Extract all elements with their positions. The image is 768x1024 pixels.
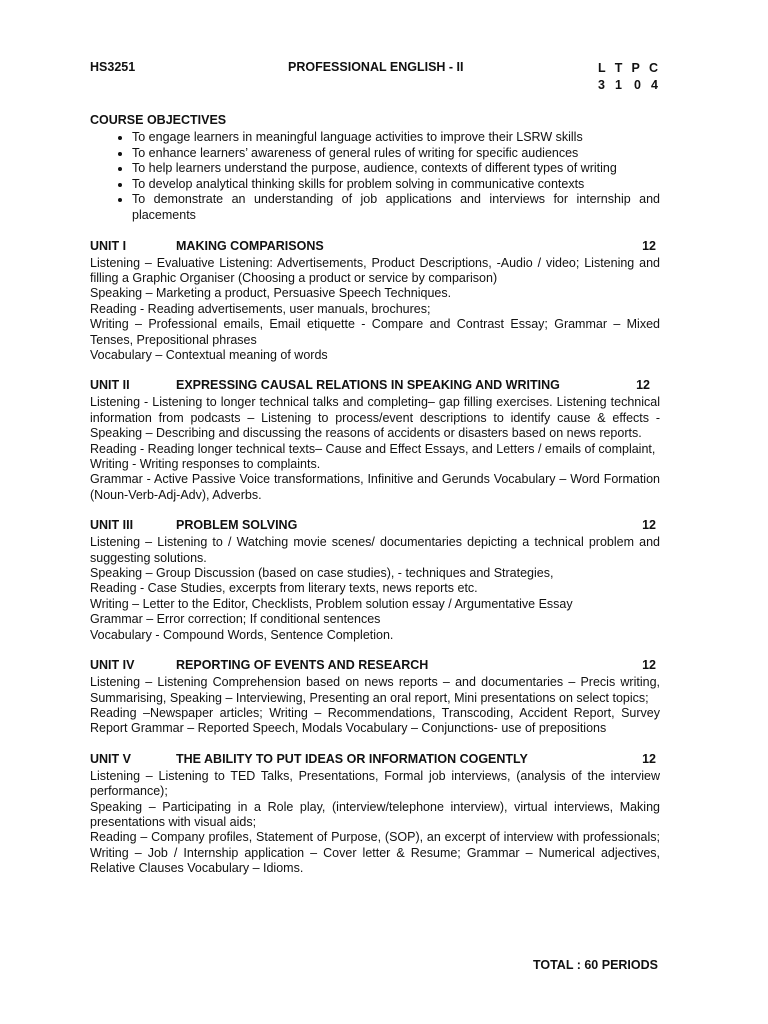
unit-line: Reading – Company profiles, Statement of Purpose, (SOP), an excerpt of interview with professionals; Writing – Job / Internship application – Cover letter & Resume; Grammar – Numerical adjectives, Relative Clauses Vocabulary – Idioms. [90,830,660,876]
unit-number: UNIT IV [90,658,135,673]
unit-line: Reading - Reading longer technical texts– Cause and Effect Essays, and Letters / emails of complaint, [90,441,656,456]
unit-periods: 12 [642,658,656,673]
unit-line: Speaking – Group Discussion (based on case studies), - techniques and Strategies, [90,566,554,581]
ltpc-labels [598,60,658,77]
unit-body [90,769,660,877]
unit-line: Speaking – Participating in a Role play, (interview/telephone interview), virtual interviews, Making presentations with visual aids; [90,799,660,829]
unit-periods: 12 [636,378,650,393]
unit-header [90,377,660,394]
unit-line: Reading - Case Studies, excerpts from literary texts, news reports etc. [90,581,478,596]
unit-number: UNIT III [90,518,134,533]
ltpc-value-l: 3 [598,78,605,92]
unit-body [90,256,660,364]
unit-title: MAKING COMPARISONS [176,238,324,253]
unit-3 [90,517,660,643]
unit-5 [90,751,660,877]
unit-line: Vocabulary – Contextual meaning of words [90,348,328,362]
unit-line: Listening - Listening to longer technical talks and completing– gap filling exercises. Listening technical information from podcasts – Listening to process/event descriptions to identify cause & effects - Speaking – Describing and discussing the reasons of accidents or disasters based on news reports. [90,395,660,441]
unit-header [90,751,660,768]
unit-2 [90,377,660,503]
objective-item: • To demonstrate an understanding of job applications and interviews for internship and placements [132,192,660,223]
course-header [90,58,660,96]
unit-4 [90,657,660,737]
unit-line: Listening – Listening to TED Talks, Presentations, Formal job interviews, (analysis of the interview performance); [90,768,660,799]
unit-1 [90,238,660,364]
unit-header [90,657,660,674]
ltpc-value-t: 1 [615,78,622,92]
objectives-list [90,130,660,224]
unit-body [90,535,660,643]
total-periods: TOTAL : 60 PERIODS [532,958,658,972]
unit-periods: 12 [642,518,656,533]
unit-periods: 12 [642,751,656,766]
unit-title: PROBLEM SOLVING [176,518,298,533]
unit-line: Reading –Newspaper articles; Writing – Recommendations, Transcoding, Accident Report, Survey Report Grammar – Reported Speech, Modals Vocabulary – Conjunctions- use of prepositions [90,705,660,736]
course-code: HS3251 [90,60,136,74]
objective-item: • To enhance learners’ awareness of general rules of writing for specific audiences [132,146,660,162]
unit-line: Listening – Listening Comprehension based on news reports – and documentaries – Precis writing, Summarising, Speaking – Interviewing, Presenting an oral report, Mini presentations on select topics; [90,675,660,705]
ltpc-label-t: T [614,61,623,75]
course-title: PROFESSIONAL ENGLISH - II [288,60,464,74]
unit-line: Writing – Professional emails, Email etiquette - Compare and Contrast Essay; Grammar – Mixed Tenses, Prepositional phrases [90,317,660,347]
objective-item: • To help learners understand the purpose, audience, contexts of different types of writing [132,161,660,177]
unit-title: EXPRESSING CAUSAL RELATIONS IN SPEAKING AND WRITING [176,378,560,393]
ltpc-values [598,77,658,94]
ltpc-label-l: L [598,61,606,75]
unit-header [90,238,660,255]
unit-header [90,517,660,534]
unit-line: Writing – Letter to the Editor, Checklists, Problem solution essay / Argumentative Essay [90,596,573,611]
unit-periods: 12 [642,238,656,253]
ltpc-value-c: 4 [651,78,658,92]
objective-item: • To engage learners in meaningful language activities to improve their LSRW skills [132,130,660,146]
unit-line: Writing - Writing responses to complaints. [90,457,321,472]
unit-line: Vocabulary - Compound Words, Sentence Completion. [90,627,394,642]
ltpc-block [598,60,658,94]
unit-line: Reading - Reading advertisements, user manuals, brochures; [90,301,431,316]
ltpc-label-c: C [648,61,658,75]
objective-item: • To develop analytical thinking skills for problem solving in communicative contexts [132,177,660,193]
unit-number: UNIT V [90,751,131,766]
unit-body [90,395,660,503]
objectives-heading: COURSE OBJECTIVES [90,113,227,127]
unit-number: UNIT II [90,378,130,393]
syllabus-page [90,58,660,972]
unit-line: Grammar – Error correction; If conditional sentences [90,612,381,627]
unit-line: Listening – Listening to / Watching movie scenes/ documentaries depicting a technical problem and suggesting solutions. [90,535,660,565]
unit-line: Listening – Evaluative Listening: Advertisements, Product Descriptions, -Audio / video; Listening and filling a Graphic Organiser (Choosing a product or service by comparison) [90,255,660,285]
ltpc-label-p: P [631,61,640,75]
unit-title: REPORTING OF EVENTS AND RESEARCH [176,658,429,673]
ltpc-value-p: 0 [634,78,641,92]
unit-number: UNIT I [90,238,127,253]
unit-line: Grammar - Active Passive Voice transformations, Infinitive and Gerunds Vocabulary – Word Formation (Noun-Verb-Adj-Adv), Adverbs. [90,472,660,502]
unit-title: THE ABILITY TO PUT IDEAS OR INFORMATION COGENTLY [176,751,528,766]
unit-body [90,675,660,737]
unit-line: Speaking – Marketing a product, Persuasive Speech Techniques. [90,286,452,301]
